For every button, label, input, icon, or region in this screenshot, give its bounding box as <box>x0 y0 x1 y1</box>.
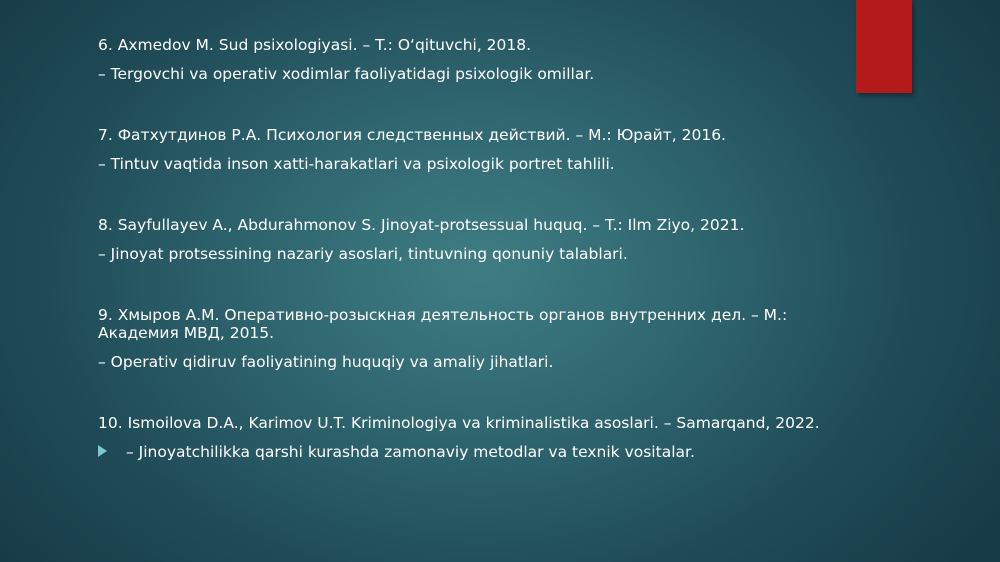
red-accent-tab <box>856 0 912 93</box>
reference-note: – Tintuv vaqtida inson xatti-harakatlari va psixologik portret tahlili. <box>98 155 615 173</box>
spacer <box>98 173 828 216</box>
reference-list <box>98 36 828 461</box>
spacer <box>98 371 828 414</box>
reference-title: 10. Ismoilova D.A., Karimov U.T. Kriminologiya va kriminalistika asoslari. – Samarqand, 2022. <box>98 414 820 432</box>
reference-item-7 <box>98 126 828 173</box>
spacer <box>98 263 828 306</box>
reference-item-10 <box>98 414 828 461</box>
spacer <box>98 83 828 126</box>
reference-item-6 <box>98 36 828 83</box>
triangle-bullet-icon <box>98 445 107 457</box>
reference-title: 6. Axmedov M. Sud psixologiyasi. – T.: O‘qituvchi, 2018. <box>98 36 532 54</box>
reference-item-8 <box>98 216 828 263</box>
reference-note: – Operativ qidiruv faoliyatining huquqiy va amaliy jihatlari. <box>98 353 554 371</box>
reference-title: 8. Sayfullayev A., Abdurahmonov S. Jinoyat-protsessual huquq. – T.: Ilm Ziyo, 2021. <box>98 216 745 234</box>
reference-note: – Tergovchi va operativ xodimlar faoliyatidagi psixologik omillar. <box>98 65 595 83</box>
reference-note: – Jinoyat protsessining nazariy asoslari, tintuvning qonuniy talablari. <box>98 245 628 263</box>
reference-title: 9. Хмыров А.М. Оперативно-розыскная деятельность органов внутренних дел. – М.: Академия МВД, 2015. <box>98 306 788 342</box>
bullet-row <box>98 443 828 461</box>
reference-item-9 <box>98 306 828 371</box>
reference-title: 7. Фатхутдинов Р.А. Психология следственных действий. – М.: Юрайт, 2016. <box>98 126 726 144</box>
reference-note: – Jinoyatchilikka qarshi kurashda zamonaviy metodlar va texnik vositalar. <box>126 443 695 461</box>
